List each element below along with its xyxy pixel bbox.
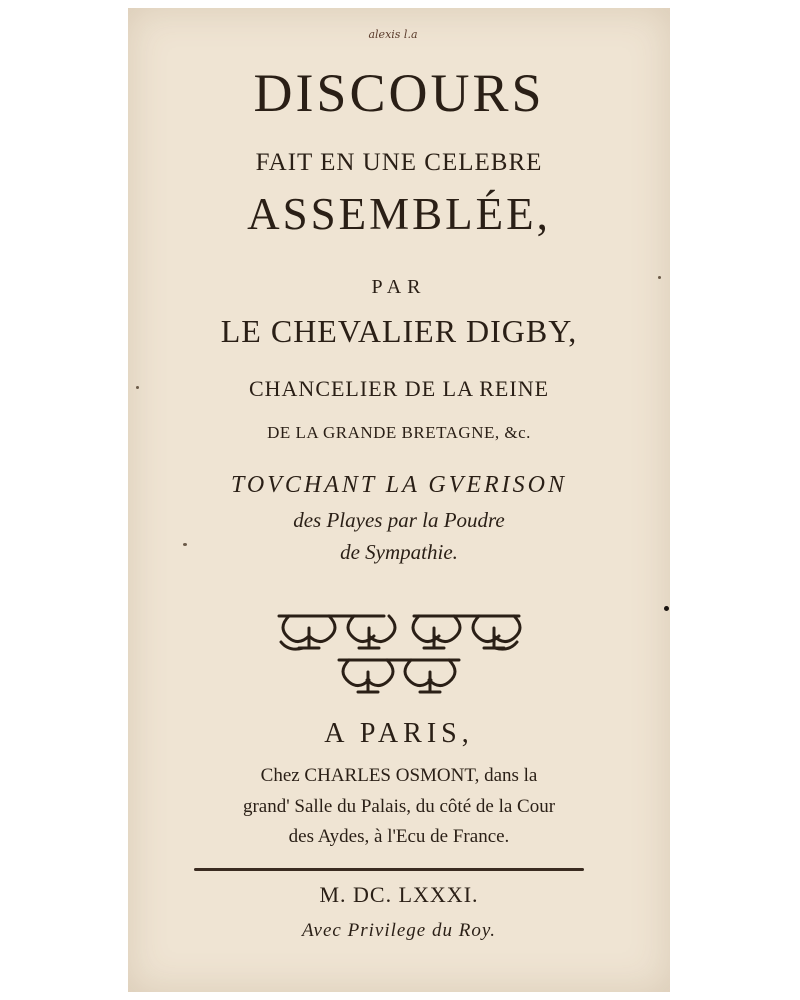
paper-speck bbox=[664, 606, 669, 611]
ornament-row-bottom bbox=[339, 660, 459, 692]
author-name: LE CHEVALIER DIGBY, bbox=[220, 313, 578, 349]
ornament-row-top bbox=[279, 616, 520, 649]
par-label: PAR bbox=[371, 276, 427, 298]
paper-speck bbox=[136, 386, 139, 389]
handwritten-signature: alexis l.a bbox=[368, 28, 418, 41]
imprint-line-2: grand' Salle du Palais, du côté de la Cour bbox=[242, 796, 556, 817]
paper-speck bbox=[658, 276, 661, 279]
imprint-city: A PARIS, bbox=[324, 718, 474, 749]
main-title: DISCOURS bbox=[253, 63, 545, 123]
paper-speck bbox=[183, 543, 187, 546]
imprint-line-3: des Aydes, à l'Ecu de France. bbox=[288, 826, 510, 847]
subtitle-line-1: FAIT EN UNE CELEBRE bbox=[255, 149, 543, 176]
printers-ornament-icon bbox=[269, 608, 529, 703]
subtitle-line-2: ASSEMBLÉE, bbox=[247, 189, 551, 239]
subject-line-3: de Sympathie. bbox=[340, 540, 458, 564]
publication-date: M. DC. LXXXI. bbox=[319, 882, 479, 907]
horizontal-rule bbox=[194, 868, 584, 871]
subject-line-2: des Playes par la Poudre bbox=[293, 508, 505, 532]
author-office-line-2: DE LA GRANDE BRETAGNE, &c. bbox=[267, 423, 531, 442]
author-office-line-1: CHANCELIER DE LA REINE bbox=[248, 376, 550, 401]
title-page bbox=[128, 8, 670, 992]
imprint-line-1: Chez CHARLES OSMONT, dans la bbox=[260, 765, 538, 786]
subject-line-1: TOVCHANT LA GVERISON bbox=[230, 472, 568, 498]
royal-privilege: Avec Privilege du Roy. bbox=[302, 920, 496, 941]
